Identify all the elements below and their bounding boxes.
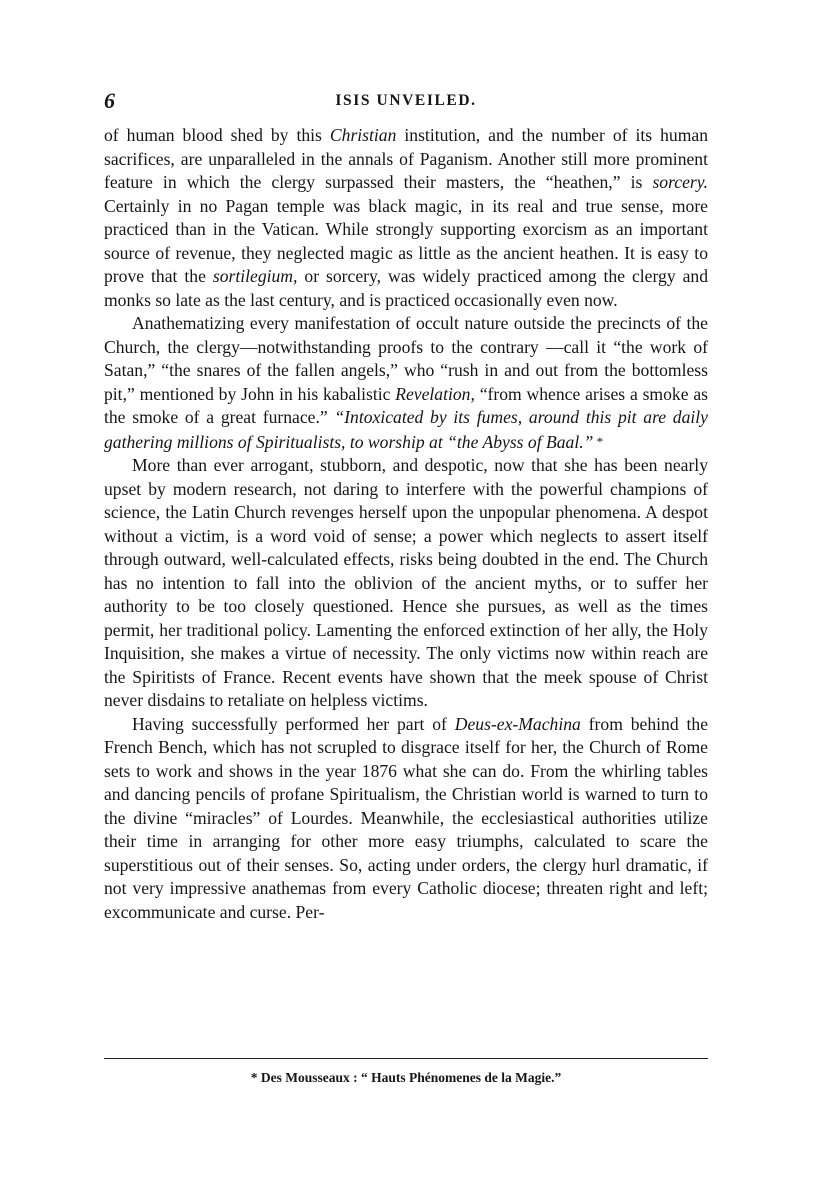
paragraph-1 bbox=[104, 124, 708, 312]
p1-italic-christian: Christian bbox=[329, 125, 397, 145]
p1-italic-sorcery: sorcery. bbox=[652, 172, 708, 192]
footnote-marker: * bbox=[593, 433, 604, 449]
p4-text-a: Having successfully performed her part of bbox=[132, 713, 455, 734]
page-number: 6 bbox=[104, 88, 115, 113]
p2-text-a: Anathematizing every manifestation of occult nature outside the precincts of the Church, the clergy—notwithstanding proofs to the contrary —call it “the work of Satan,” “the snares of the fallen angels,” who “rush in and out from the bottomless pit,” mentioned by John in his kabalistic bbox=[104, 313, 708, 404]
p1-text-e: Certainly in no Pagan temple was black magic, in its real and true sense, more practiced than in the Vatican. While strongly supporting exorcism as an important source of revenue, they neglected magic as little as the ancient heathen. It is easy to prove that the bbox=[104, 195, 708, 286]
paragraph-3: More than ever arrogant, stubborn, and despotic, now that she has been nearly upset by modern research, not daring to interfere with the powerful champions of science, the Latin Church revenges herself upon the unpopular phenomena. A despot without a victim, is a word void of sense; a power which neglects to assert itself through outward, well-calculated effects, risks being doubted in the end. The Church has no intention to fall into the oblivion of the ancient myths, or to suffer her authority to be too closely questioned. Hence she pursues, as well as the times permit, her traditional policy. Lamenting the enforced extinction of her ally, the Holy Inquisition, she makes a virtue of necessity. The only victims now within reach are the Spiritists of France. Recent events have shown that the meek spouse of Christ never disdains to retaliate on helpless victims. bbox=[104, 455, 708, 710]
p2-italic-quote: “Intoxicated by its fumes, around this pit are daily gathering millions of Spiritualists, to worship at “the Abyss of Baal.” bbox=[104, 407, 708, 452]
p2-text-c: “from whence arises a smoke as the smoke of a great furnace.” bbox=[104, 383, 708, 427]
paragraph-4 bbox=[104, 713, 708, 925]
footnote-divider bbox=[104, 1058, 708, 1059]
p4-italic-deus-ex-machina: Deus-ex-Machina bbox=[454, 713, 581, 734]
footnote: * Des Mousseaux : “ Hauts Phénomenes de la Magie.” bbox=[250, 1070, 562, 1085]
p1-text-a: of human blood shed by this bbox=[104, 125, 330, 145]
p4-text-c: from behind the French Bench, which has not scrupled to disgrace itself for her, the Church of Rome sets to work and shows in the year 1876 what she can do. From the whirling tables and dancing pencils of profane Spiritualism, the Christian world is warned to turn to the divine “miracles” of Lourdes. Meanwhile, the ecclesiastical authorities utilize their time in arranging for other more easy triumphs, calculated to scare the superstitious out of their senses. So, acting under orders, the clergy hurl dramatic, if not very impressive anathemas from every Catholic diocese; threaten right and left; excommunicate and curse. Per- bbox=[104, 713, 709, 922]
p1-italic-sortilegium: sortilegium, bbox=[212, 266, 298, 286]
paragraph-2 bbox=[104, 312, 708, 454]
p1-text-c: institution, and the number of its human sacrifices, are unparalleled in the annals of Paganism. Another still more prominent feature in which the clergy surpassed their masters, the “heathen,” is bbox=[104, 125, 708, 192]
running-title: ISIS UNVEILED. bbox=[335, 92, 477, 109]
body-text bbox=[104, 124, 708, 924]
book-page bbox=[104, 88, 708, 924]
p2-italic-revelation: Revelation, bbox=[395, 383, 475, 404]
page-header bbox=[104, 88, 708, 114]
p1-text-g: or sorcery, was widely practiced among the clergy and monks so late as the last century, and is practiced occasionally even now. bbox=[104, 266, 708, 310]
